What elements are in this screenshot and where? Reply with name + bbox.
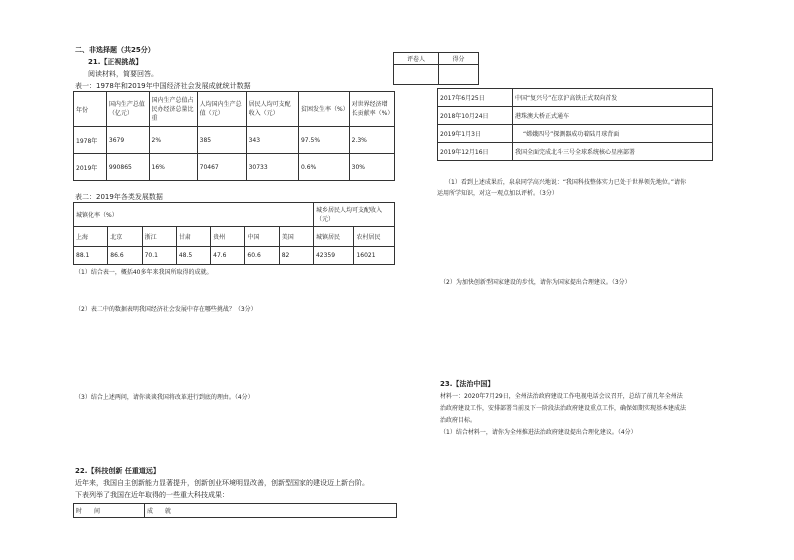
q22-part1-line2: 运用所学知识，对这一观点加以评析。（3分）	[437, 190, 558, 197]
table2-header: 贵州	[211, 227, 245, 247]
table-cell: 1978年	[74, 127, 107, 154]
table2-group-header: 城乡居民人均可支配收入（元）	[313, 203, 394, 227]
achievements-table	[437, 88, 713, 161]
q21-title: 21.【正视挑战】	[88, 58, 143, 66]
table-cell: 2017年6月25日	[438, 89, 513, 107]
table-row	[438, 125, 713, 143]
table-cell: 2018年10月24日	[438, 107, 513, 125]
table2-header: 上海	[74, 227, 108, 247]
table-row	[74, 247, 395, 265]
table2-group-header: 城镇化率（%）	[74, 203, 314, 227]
table-cell: 中国“复兴号”在京沪高铁正式双向首发	[513, 89, 713, 107]
table-cell: 2019年1月3日	[438, 125, 513, 143]
table1-header: 人均国内生产总值（元）	[197, 92, 246, 127]
table-cell: 48.5	[176, 247, 210, 265]
table2-header: 甘肃	[176, 227, 210, 247]
table1-header: 贫困发生率（%）	[298, 92, 349, 127]
table-cell: 2019年	[74, 154, 107, 181]
table-cell: 343	[246, 127, 298, 154]
table-cell: 70467	[197, 154, 246, 181]
table-cell: 16%	[149, 154, 197, 181]
grader-label: 评卷人	[394, 53, 439, 65]
table-header: 时 间	[74, 504, 145, 518]
q21-part2: （2）表二中的数据表明我国经济社会发展中存在哪些挑战？（3分）	[75, 306, 257, 313]
score-box	[393, 52, 479, 85]
q23-part1: （1）结合材料一，请你为全州推进法治政府建设提出合理化建议。（4分）	[440, 429, 637, 436]
table1-header: 国内生产总值占民办经济总量比重	[149, 92, 197, 127]
table2-header: 城镇居民	[313, 227, 354, 247]
table-cell: 16021	[354, 247, 395, 265]
table-row	[74, 154, 395, 181]
table1-header: 居民人均可支配收入（元）	[246, 92, 298, 127]
table-cell: 我国全面完成北斗三号全球系统核心星座部署	[513, 143, 713, 161]
table-cell: 3679	[106, 127, 149, 154]
table-cell: 990865	[106, 154, 149, 181]
table-row	[394, 53, 479, 65]
table-header: 成 就	[145, 504, 397, 518]
table-cell: 47.6	[211, 247, 245, 265]
q23-material1-line2: 治政府建设工作，安排部署当前及下一阶段法治政府建设重点工作，确保如期实现基本建成法	[440, 405, 687, 412]
q22-title: 22.【科技创新 任重道远】	[75, 467, 160, 475]
q23-title: 23.【法治中国】	[440, 380, 495, 388]
table-row	[438, 107, 713, 125]
table-row	[438, 143, 713, 161]
table-cell: 港珠澳大桥正式通车	[513, 107, 713, 125]
table-cell: 42359	[313, 247, 354, 265]
score-field[interactable]	[439, 65, 479, 85]
q21-part1: （1）结合表一，概括40多年来我国所取得的成就。	[75, 269, 213, 276]
q21-part3: （3）结合上述两问，请你谈谈我国将改革进行到底的理由。（4分）	[75, 394, 254, 401]
table1-header: 对世界经济增长贡献率（%）	[349, 92, 394, 127]
table2-header: 浙江	[142, 227, 176, 247]
table-row	[74, 127, 395, 154]
table1	[73, 91, 395, 181]
q22-table-head	[73, 503, 397, 518]
table-row	[438, 89, 713, 107]
table-cell: 2019年12月16日	[438, 143, 513, 161]
table-row	[394, 65, 479, 85]
table2-header: 美国	[279, 227, 313, 247]
q22-part2: （2）为加快创新型国家建设的步伐，请你为国家提出合理建议。（3分）	[440, 279, 631, 286]
score-label: 得分	[439, 53, 479, 65]
q22-line1: 近年来，我国自主创新能力显著提升，创新创业环境明显改善，创新型国家的建设迈上新台阶。	[75, 479, 369, 487]
grader-field[interactable]	[394, 65, 439, 85]
section-title: 二、非选择题（共25分）	[75, 46, 155, 54]
table-cell: 88.1	[74, 247, 108, 265]
table2-header: 农村居民	[354, 227, 395, 247]
table-cell: “嫦娥四号”探测器成功着陆月球背面	[513, 125, 713, 143]
table-cell: 97.5%	[298, 127, 349, 154]
table-cell: 86.6	[108, 247, 142, 265]
table2-header-row	[74, 227, 395, 247]
table-cell: 70.1	[142, 247, 176, 265]
q21-instruction: 阅读材料，简要回答。	[88, 70, 158, 78]
table-cell: 60.6	[245, 247, 279, 265]
table-cell: 385	[197, 127, 246, 154]
table1-title: 表一：1978年和2019年中国经济社会发展成就统计数据	[75, 82, 251, 90]
table-cell: 30%	[349, 154, 394, 181]
table1-header-row	[74, 92, 395, 127]
q23-material1-line3: 治政府目标。	[440, 417, 477, 424]
table1-header: 国内生产总值（亿元）	[106, 92, 149, 127]
table2	[73, 202, 395, 265]
table2-title: 表二：2019年各类发展数据	[75, 193, 163, 201]
q23-material1-line1: 材料一：2020年7月29日，全州法治政府建设工作电视电话会议召开，总结了前几年全州法	[440, 393, 683, 400]
table-cell: 82	[279, 247, 313, 265]
q22-line2: 下表列举了我国在近年取得的一些重大科技成果：	[75, 491, 229, 499]
table-cell: 30733	[246, 154, 298, 181]
table2-header: 中国	[245, 227, 279, 247]
table2-group-row	[74, 203, 395, 227]
table1-header: 年份	[74, 92, 107, 127]
table-cell: 2.3%	[349, 127, 394, 154]
table2-header: 北京	[108, 227, 142, 247]
q22-part1-line1: （1）看到上述成果后，泉泉同学高兴地说：“我国科技整体实力已处于世界领先地位。”请你	[445, 179, 687, 186]
table-row	[74, 504, 397, 518]
table-cell: 0.6%	[298, 154, 349, 181]
table-cell: 2%	[149, 127, 197, 154]
